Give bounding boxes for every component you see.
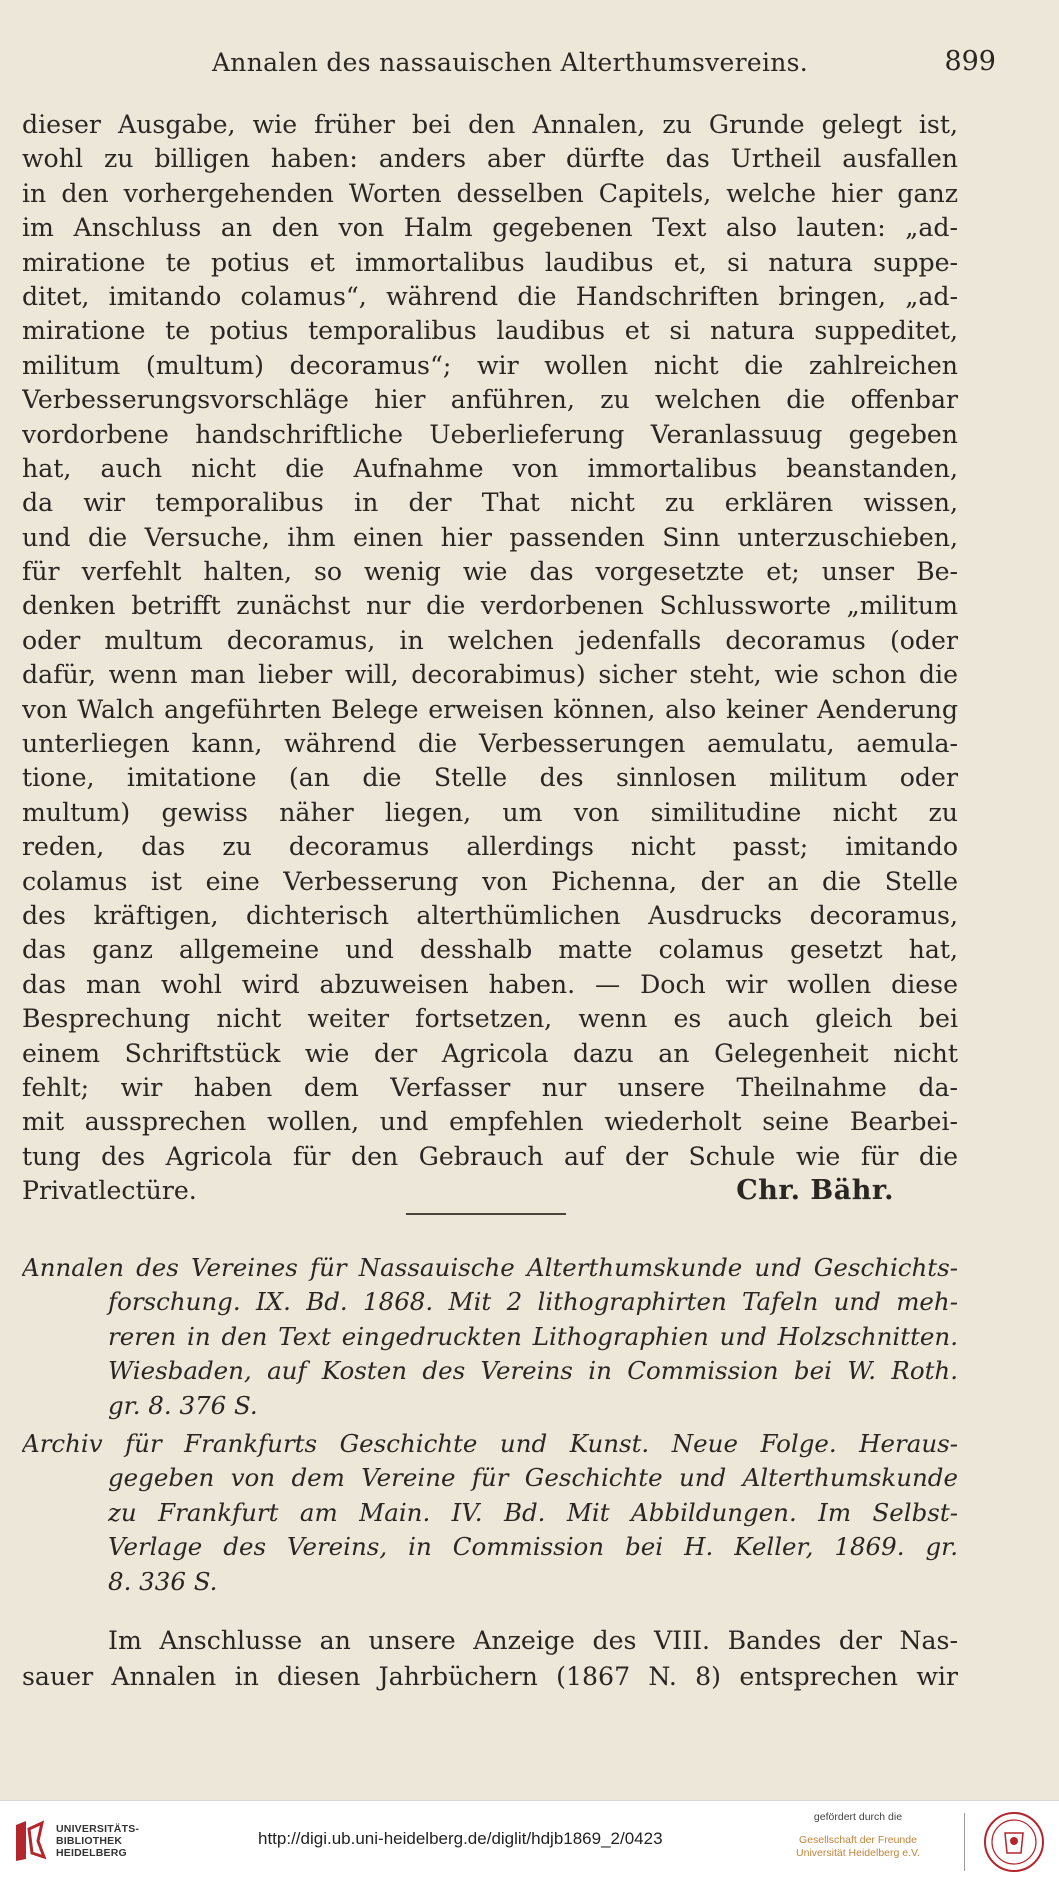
text-line: miratione te potius et immortalibus laudibus et, si natura suppe- — [22, 247, 958, 277]
page-number: 899 — [944, 46, 996, 77]
text-line: im Anschluss an den von Halm gegebenen Text also lauten: „ad- — [22, 213, 958, 243]
reference-line: Annalen des Vereines für Nassauische Alterthumskunde und Geschichts- — [22, 1253, 958, 1282]
text-line: des kräftigen, dichterisch alterthümlichen Ausdrucks decoramus, — [22, 900, 958, 930]
text-line: unterliegen kann, während die Verbesserungen aemulatu, aemula- — [22, 729, 958, 759]
university-library-logo-icon — [12, 1819, 48, 1863]
reviewer-signature: Chr. Bähr. — [736, 1175, 894, 1207]
permalink[interactable]: http://digi.ub.uni-heidelberg.de/diglit/hdjb1869_2/0423 — [258, 1829, 663, 1848]
bibliographic-references — [22, 1250, 958, 1602]
reference-line: forschung. IX. Bd. 1868. Mit 2 lithographirten Tafeln und meh- — [108, 1287, 958, 1317]
text-line: dafür, wenn man lieber will, decorabimus) sicher steht, wie schon die — [22, 660, 958, 690]
reference-line: gr. 8. 376 S. — [108, 1390, 258, 1420]
text-line: wohl zu billigen haben: anders aber dürfte das Urtheil ausfallen — [22, 144, 958, 174]
text-line: mit aussprechen wollen, und empfehlen wiederholt seine Bearbei- — [22, 1107, 958, 1137]
reference-entry — [22, 1250, 958, 1422]
text-line: das ganz allgemeine und desshalb matte colamus gesetzt hat, — [22, 935, 958, 965]
text-line: militum (multum) decoramus“; wir wollen nicht die zahlreichen — [22, 350, 958, 380]
main-text — [22, 108, 958, 1209]
text-line: sauer Annalen in diesen Jahrbüchern (1867 N. 8) entsprechen wir — [22, 1662, 958, 1691]
closing-row — [22, 1174, 958, 1208]
reference-line: reren in den Text eingedruckten Lithographien und Holzschnitten. — [108, 1321, 958, 1351]
reference-line: zu Frankfurt am Main. IV. Bd. Mit Abbildungen. Im Selbst- — [108, 1497, 958, 1527]
text-line: ditet, imitando colamus“, während die Handschriften bringen, „ad- — [22, 281, 958, 311]
section-divider — [406, 1213, 566, 1215]
text-line: von Walch angeführten Belege erweisen können, also keiner Aenderung — [22, 694, 958, 724]
running-header — [24, 44, 996, 84]
reference-line: Verlage des Vereins, in Commission bei H. Keller, 1869. gr. — [108, 1532, 958, 1562]
funding-note — [773, 1811, 943, 1860]
text-line: das man wohl wird abzuweisen haben. — Doch wir wollen diese — [22, 969, 958, 999]
reference-line: 8. 336 S. — [108, 1566, 218, 1596]
reference-line: gegeben von dem Vereine für Geschichte und Alterthumskunde — [108, 1463, 958, 1493]
text-line: colamus ist eine Verbesserung von Pichenna, der an die Stelle — [22, 866, 958, 896]
text-line: Besprechung nicht weiter fortsetzen, wenn es auch gleich bei — [22, 1004, 958, 1034]
digitization-footer — [0, 1800, 1059, 1881]
text-line: Privatlectüre. — [22, 1176, 197, 1206]
text-line: denken betrifft zunächst nur die verdorbenen Schlussworte „militum — [22, 591, 958, 621]
funder-name-line: Universität Heidelberg e.V. — [796, 1847, 920, 1859]
text-line: reden, das zu decoramus allerdings nicht passt; imitando — [22, 832, 958, 862]
text-line: miratione te potius temporalibus laudibus et si natura suppeditet, — [22, 316, 958, 346]
text-line: für verfehlt halten, so wenig wie das vorgesetzte et; unser Be- — [22, 557, 958, 587]
text-line: Im Anschlusse an unsere Anzeige des VIII. Bandes der Nas- — [108, 1626, 958, 1655]
text-line: und die Versuche, ihm einen hier passenden Sinn unterzuschieben, — [22, 522, 958, 552]
text-line: in den vorhergehenden Worten desselben Capitels, welche hier ganz — [22, 178, 958, 208]
text-line: Verbesserungsvorschläge hier anführen, zu welchen die offenbar — [22, 385, 958, 415]
next-review-text — [22, 1623, 958, 1695]
footer-divider — [964, 1813, 965, 1871]
text-line: tung des Agricola für den Gebrauch auf der Schule wie für die — [22, 1141, 958, 1171]
library-name — [56, 1823, 139, 1859]
reference-line: Wiesbaden, auf Kosten des Vereins in Commission bei W. Roth. — [108, 1356, 958, 1386]
reference-line: Archiv für Frankfurts Geschichte und Kunst. Neue Folge. Heraus- — [22, 1428, 958, 1458]
text-line: fehlt; wir haben dem Verfasser nur unsere Theilnahme da- — [22, 1072, 958, 1102]
library-name-line: HEIDELBERG — [56, 1847, 127, 1859]
text-line: tione, imitatione (an die Stelle des sinnlosen militum oder — [22, 763, 958, 793]
library-name-line: BIBLIOTHEK — [56, 1835, 123, 1847]
text-line: einem Schriftstück wie der Agricola dazu an Gelegenheit nicht — [22, 1038, 958, 1068]
university-seal-icon — [983, 1811, 1045, 1873]
text-line: hat, auch nicht die Aufnahme von immortalibus beanstanden, — [22, 453, 958, 483]
text-line: da wir temporalibus in der That nicht zu erklären wissen, — [22, 488, 958, 518]
funded-by-label: gefördert durch die — [813, 1811, 903, 1823]
text-line: dieser Ausgabe, wie früher bei den Annalen, zu Grunde gelegt ist, — [22, 110, 958, 139]
reference-entry — [22, 1426, 958, 1598]
running-title: Annalen des nassauischen Alterthumsvereins. — [211, 48, 809, 77]
library-name-line: UNIVERSITÄTS- — [56, 1823, 140, 1835]
text-line: vordorbene handschriftliche Ueberlieferung Veranlassuug gegeben — [22, 419, 958, 449]
text-line: oder multum decoramus, in welchen jedenfalls decoramus (oder — [22, 625, 958, 655]
text-line: multum) gewiss näher liegen, um von similitudine nicht zu — [22, 797, 958, 827]
funder-name-line: Gesellschaft der Freunde — [799, 1834, 917, 1846]
